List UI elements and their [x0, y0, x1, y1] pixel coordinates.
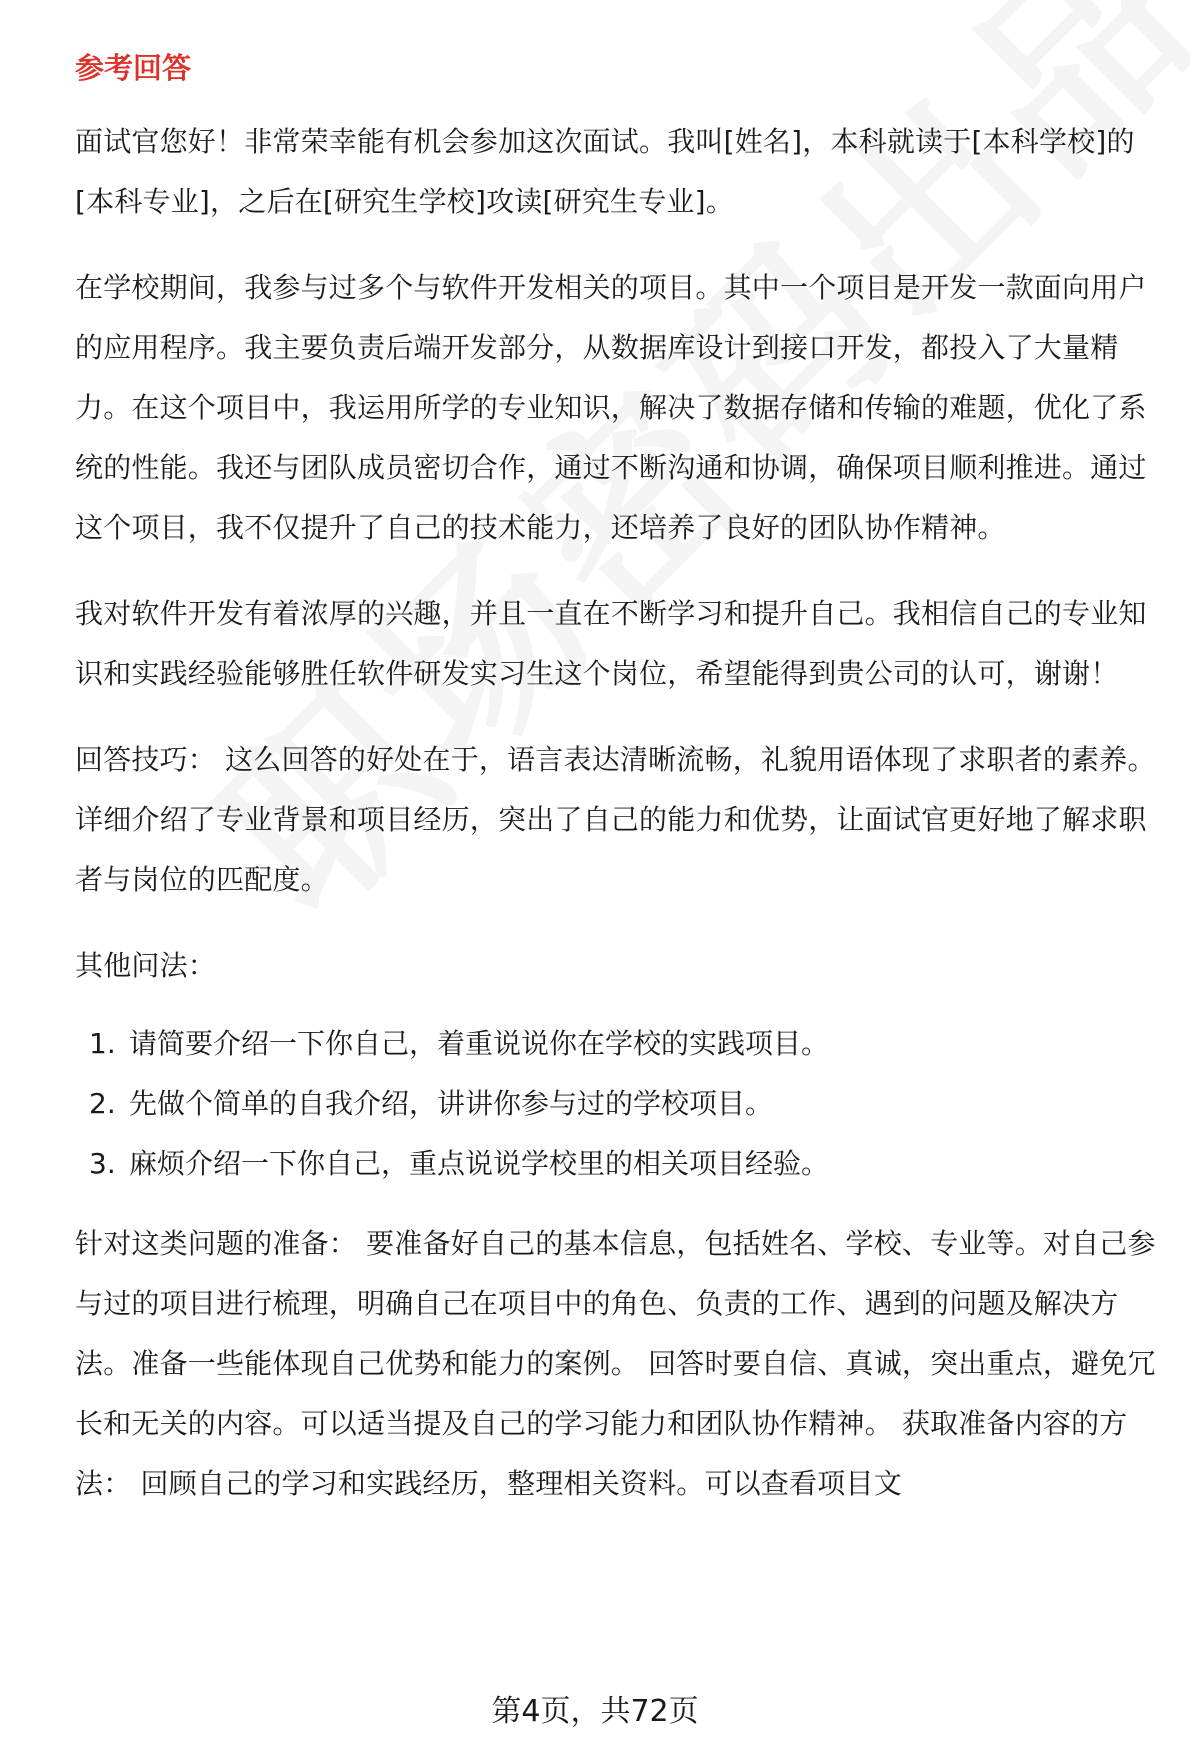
list-item-text: 麻烦介绍一下你自己，重点说说学校里的相关项目经验。 [129, 1147, 830, 1180]
list-item-number: 3. [89, 1147, 116, 1180]
intro-paragraph: 面试官您好！非常荣幸能有机会参加这次面试。我叫[姓名]，本科就读于[本科学校]的[本科专业]，之后在[研究生学校]攻读[研究生专业]。 [75, 125, 1135, 218]
document-body [75, 48, 1165, 1540]
other-questions-label: 其他问法： [75, 949, 217, 982]
preparation-paragraph: 针对这类问题的准备： 要准备好自己的基本信息，包括姓名、学校、专业等。对自己参与过的项目进行梳理，明确自己在项目中的角色、负责的工作、遇到的问题及解决方法。准备一些能体现自己优势和能力的案例。 回答时要自信、真诚，突出重点，避免冗长和无关的内容。可以适当提及自己的学习能力和团队协作精神。 获取准备内容的方法： 回顾自己的学习和实践经历，整理相关资料。可以查看项目文 [75, 1227, 1156, 1500]
list-item-text: 先做个简单的自我介绍，讲讲你参与过的学校项目。 [129, 1087, 774, 1120]
closing-paragraph: 我对软件开发有着浓厚的兴趣，并且一直在不断学习和提升自己。我相信自己的专业知识和实践经验能够胜任软件研发实习生这个岗位，希望能得到贵公司的认可，谢谢！ [75, 597, 1147, 690]
list-item-number: 1. [89, 1027, 116, 1060]
other-questions-list [75, 1014, 1165, 1194]
list-item-text: 请简要介绍一下你自己，着重说说你在学校的实践项目。 [129, 1027, 830, 1060]
list-item [75, 1074, 1165, 1134]
list-item [75, 1134, 1165, 1194]
page-number: 第4页，共72页 [491, 1694, 699, 1729]
list-item [75, 1014, 1165, 1074]
list-item-number: 2. [89, 1087, 116, 1120]
project-paragraph: 在学校期间，我参与过多个与软件开发相关的项目。其中一个项目是开发一款面向用户的应用程序。我主要负责后端开发部分，从数据库设计到接口开发，都投入了大量精力。在这个项目中，我运用所学的专业知识，解决了数据存储和传输的难题，优化了系统的性能。我还与团队成员密切合作，通过不断沟通和协调，确保项目顺利推进。通过这个项目，我不仅提升了自己的技术能力，还培养了良好的团队协作精神。 [75, 271, 1147, 544]
section-heading: 参考回答 [75, 51, 192, 85]
tips-paragraph: 回答技巧： 这么回答的好处在于，语言表达清晰流畅，礼貌用语体现了求职者的素养。详细介绍了专业背景和项目经历，突出了自己的能力和优势，让面试官更好地了解求职者与岗位的匹配度。 [75, 743, 1156, 896]
